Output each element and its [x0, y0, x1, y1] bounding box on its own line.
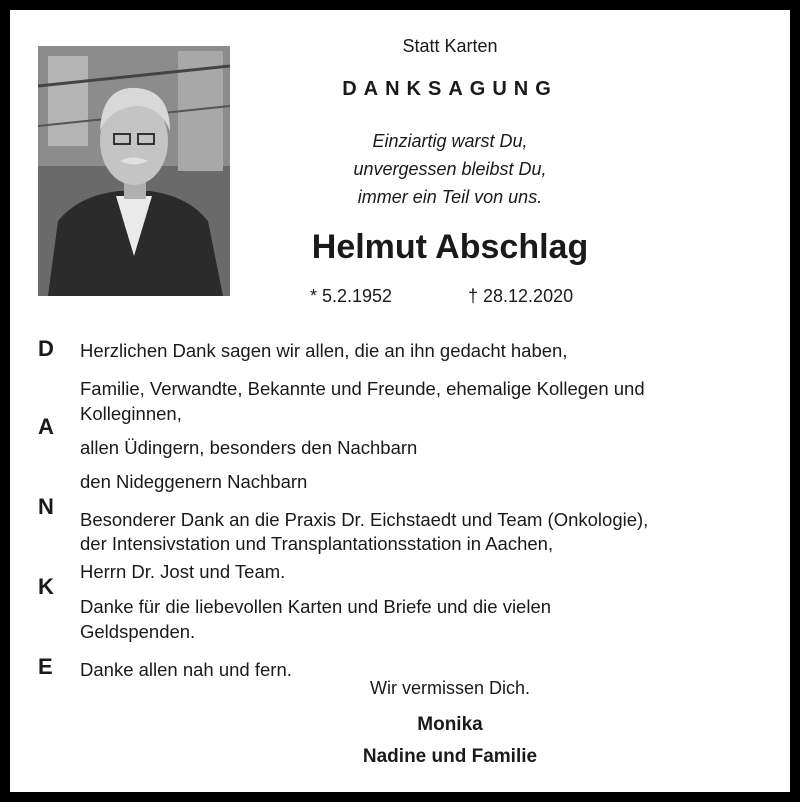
poem-line: unvergessen bleibst Du, — [353, 159, 547, 179]
thanks-line: Danke für die liebevollen Karten und Briefe und die vielen — [80, 596, 552, 617]
thanks-line: der Intensivstation und Transplantationsstation in Aachen, — [80, 533, 554, 554]
statt-karten-label: Statt Karten — [402, 36, 498, 56]
poem-line: Einziartig warst Du, — [372, 131, 528, 151]
signature-name: Monika — [417, 714, 483, 735]
notice-title: DANKSAGUNG — [342, 78, 558, 100]
thanks-line: Familie, Verwandte, Bekannte und Freunde, ehemalige Kollegen und — [80, 378, 645, 399]
closing-line: Wir vermissen Dich. — [369, 678, 530, 698]
thanks-line: Danke allen nah und fern. — [80, 659, 292, 680]
deceased-name: Helmut Abschlag — [311, 228, 589, 266]
danke-letter: K — [38, 574, 54, 599]
danke-letter: D — [38, 336, 54, 361]
signature-family: Nadine und Familie — [362, 746, 538, 767]
obituary-card — [10, 10, 790, 792]
thanks-line: Kolleginnen, — [80, 403, 182, 424]
poem — [300, 127, 600, 211]
thanks-line: Geldspenden. — [80, 621, 196, 642]
danke-letter: N — [38, 494, 54, 519]
portrait-photo — [38, 46, 230, 296]
danke-letter: A — [38, 414, 54, 439]
thanks-line: Herzlichen Dank sagen wir allen, die an ihn gedacht haben, — [80, 340, 568, 361]
thanks-line: den Nideggenern Nachbarn — [80, 471, 308, 492]
thanks-line: Herrn Dr. Jost und Team. — [80, 561, 286, 582]
death-date: † 28.12.2020 — [468, 286, 574, 306]
poem-line: immer ein Teil von uns. — [357, 187, 543, 207]
danke-letter: E — [38, 654, 53, 679]
birth-date: * 5.2.1952 — [310, 286, 393, 306]
thanks-line: Besonderer Dank an die Praxis Dr. Eichstaedt und Team (Onkologie), — [80, 509, 649, 530]
thanks-line: allen Üdingern, besonders den Nachbarn — [80, 437, 418, 458]
